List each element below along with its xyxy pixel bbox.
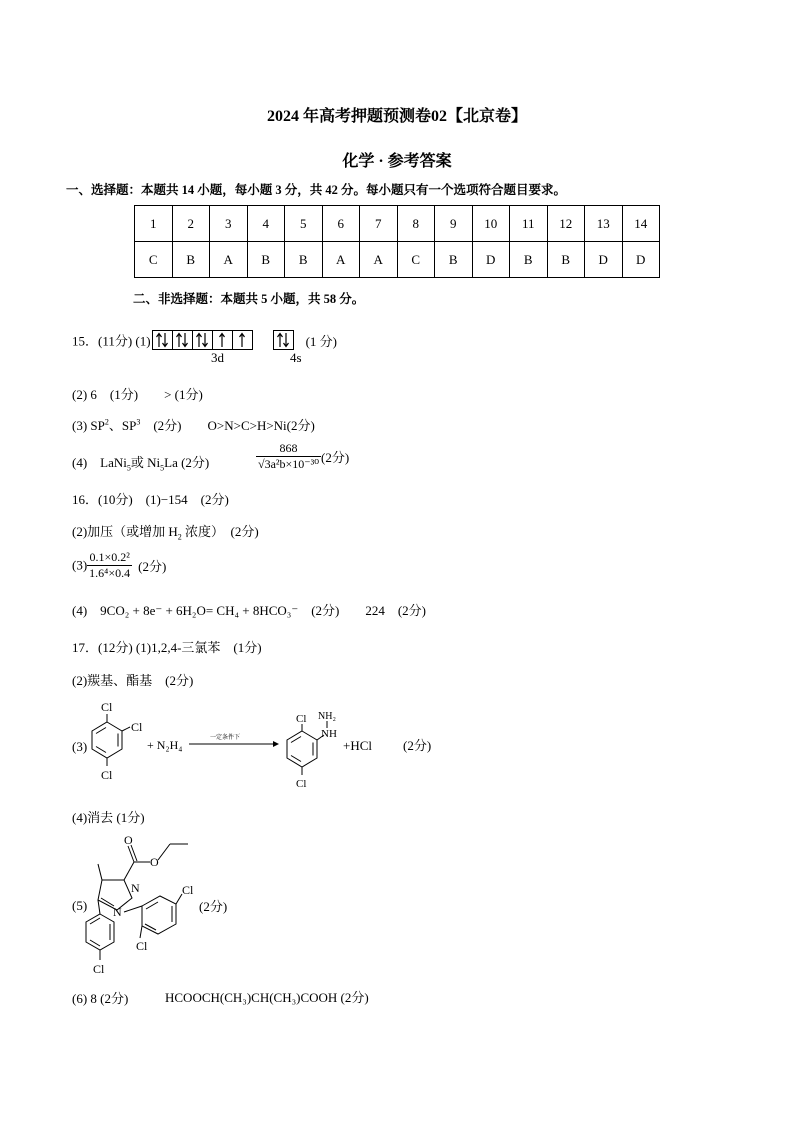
- orbital-box-single: [232, 330, 253, 350]
- q15-part3-b: 、SP: [108, 418, 137, 433]
- nh-label: NH: [321, 728, 337, 740]
- q16-line1: 16．(10分) (1)−154 (2分): [72, 492, 229, 507]
- question-number-cell: 9: [435, 206, 473, 242]
- q15-part4-mid: 或 Ni: [130, 455, 161, 470]
- label-3d: 3d: [211, 350, 224, 365]
- answer-cell: B: [547, 242, 585, 278]
- q17-part4: (4)消去 (1分): [72, 810, 145, 825]
- q17-part3-score: (2分): [403, 738, 432, 753]
- q16-line2-a: (2)加压（或增加 H: [72, 524, 178, 539]
- q17-part5-prefix: (5): [72, 898, 88, 913]
- orbital-box-paired: [172, 330, 193, 350]
- q16-line2-b: 浓度） (2分): [181, 524, 259, 539]
- q16-line2-sub: 2: [177, 532, 182, 542]
- q16-line2: [72, 521, 259, 542]
- q17-part5-structure: [84, 832, 254, 977]
- answer-cell: C: [135, 242, 173, 278]
- q17-part6-b: HCOOCH(CH₃)CH(CH₃)COOH (2分): [165, 990, 369, 1005]
- q15-part4: [72, 452, 209, 473]
- q17-part6-a: (6) 8 (2分): [72, 991, 129, 1006]
- q15-part2: (2) 6 (1分) > (1分): [72, 387, 203, 402]
- orbital-3d: [153, 330, 253, 350]
- answer-cell: A: [210, 242, 248, 278]
- cl-label: Cl: [131, 720, 143, 734]
- question-number-cell: 10: [472, 206, 510, 242]
- question-number-cell: 7: [360, 206, 398, 242]
- question-number-cell: 6: [322, 206, 360, 242]
- q16-line3: [72, 550, 166, 581]
- question-number-cell: 4: [247, 206, 285, 242]
- density-fraction: [256, 441, 321, 472]
- cl-label: Cl: [182, 883, 194, 897]
- density-denominator: √3a²b×10⁻³⁰: [258, 457, 320, 471]
- q15-part4-fraction: [256, 441, 349, 472]
- q15-part4-end: La (2分): [164, 455, 210, 470]
- q15-part4-prefix: (4) LaNi: [72, 455, 127, 470]
- orbital-box-paired: [273, 330, 294, 350]
- cl-label: Cl: [93, 962, 105, 976]
- reagent-label: + N₂H₄: [147, 738, 183, 752]
- q15-part3: [72, 415, 315, 434]
- n-label: N: [131, 881, 140, 895]
- trichlorobenzene-structure: [92, 714, 130, 766]
- q16-line4: (4) 9CO₂ + 8e⁻ + 6H₂O= CH₄ + 8HCO₃⁻ (2分) 224 (2分): [72, 603, 427, 618]
- q15-part4-sub1: 5: [126, 463, 131, 473]
- q17-line2: (2)羰基、酯基 (2分): [72, 673, 194, 688]
- question-number-cell: 1: [135, 206, 173, 242]
- q16-line3-prefix: (3): [72, 557, 88, 573]
- cl-label: Cl: [101, 768, 113, 782]
- q17-part5-score: (2分): [199, 899, 228, 914]
- density-numerator: 868: [256, 441, 321, 457]
- q15-part3-c: (2分) O>N>C>H>Ni(2分): [140, 418, 315, 433]
- orbital-box-paired: [192, 330, 213, 350]
- answer-table-number-row: [135, 206, 660, 242]
- answer-cell: B: [172, 242, 210, 278]
- answer-cell: A: [322, 242, 360, 278]
- cl-label: Cl: [296, 713, 307, 725]
- orbital-4s: [274, 330, 294, 350]
- equilibrium-fraction: [87, 550, 132, 581]
- question-number-cell: 12: [547, 206, 585, 242]
- section2-heading: 二、非选择题：本题共 5 小题，共 58 分。: [133, 292, 365, 306]
- o-label: O: [150, 855, 159, 869]
- answer-cell: D: [622, 242, 660, 278]
- q16-line3-score: (2分): [138, 559, 167, 574]
- answer-cell: B: [285, 242, 323, 278]
- page-subtitle: 化学 · 参考答案: [342, 153, 452, 170]
- page-title: 2024 年高考押题预测卷02【北京卷】: [266, 108, 527, 125]
- answer-table-answer-row: [135, 242, 660, 278]
- orbital-box-paired: [152, 330, 173, 350]
- answer-cell: B: [247, 242, 285, 278]
- section1-heading: 一、选择题：本题共 14 小题，每小题 3 分，共 42 分。每小题只有一个选项符合题目要求。: [66, 183, 567, 197]
- cl-label: Cl: [136, 939, 148, 953]
- answer-cell: C: [397, 242, 435, 278]
- q17-part3-prefix: (3): [72, 739, 88, 754]
- q15-line1: [72, 330, 337, 350]
- nh2-label: NH₂: [318, 711, 336, 722]
- question-number-cell: 11: [510, 206, 548, 242]
- o-label: O: [124, 833, 133, 847]
- reaction-condition: 一定条件下: [210, 735, 241, 741]
- question-number-cell: 5: [285, 206, 323, 242]
- q15-score: (1 分): [305, 333, 338, 349]
- cl-label: Cl: [296, 778, 307, 790]
- answer-cell: D: [585, 242, 623, 278]
- hcl-label: +HCl: [343, 738, 373, 753]
- q15-prefix: 15．(11分) (1): [72, 333, 151, 349]
- q17-reaction-scheme: [85, 700, 455, 795]
- cl-label: Cl: [101, 700, 113, 714]
- q15-part4-score: (2分): [321, 450, 350, 465]
- answer-table: [134, 205, 660, 278]
- answer-cell: B: [510, 242, 548, 278]
- answer-cell: D: [472, 242, 510, 278]
- q15-part3-sup2: 3: [136, 417, 141, 427]
- question-number-cell: 13: [585, 206, 623, 242]
- equilibrium-denominator: 1.6⁴×0.4: [89, 566, 131, 580]
- equilibrium-numerator: 0.1×0.2²: [87, 550, 132, 566]
- reaction-arrowhead: [273, 741, 279, 747]
- q15-part4-sub2: 5: [160, 463, 165, 473]
- question-number-cell: 8: [397, 206, 435, 242]
- label-4s: 4s: [290, 350, 302, 365]
- answer-cell: A: [360, 242, 398, 278]
- orbital-box-single: [212, 330, 233, 350]
- q17-line1: 17．(12分) (1)1,2,4-三氯苯 (1分): [72, 640, 262, 655]
- q15-part3-a: (3) SP: [72, 418, 105, 433]
- n-label: N: [113, 905, 122, 919]
- answer-cell: B: [435, 242, 473, 278]
- question-number-cell: 14: [622, 206, 660, 242]
- q15-part3-sup1: 2: [104, 417, 109, 427]
- question-number-cell: 2: [172, 206, 210, 242]
- question-number-cell: 3: [210, 206, 248, 242]
